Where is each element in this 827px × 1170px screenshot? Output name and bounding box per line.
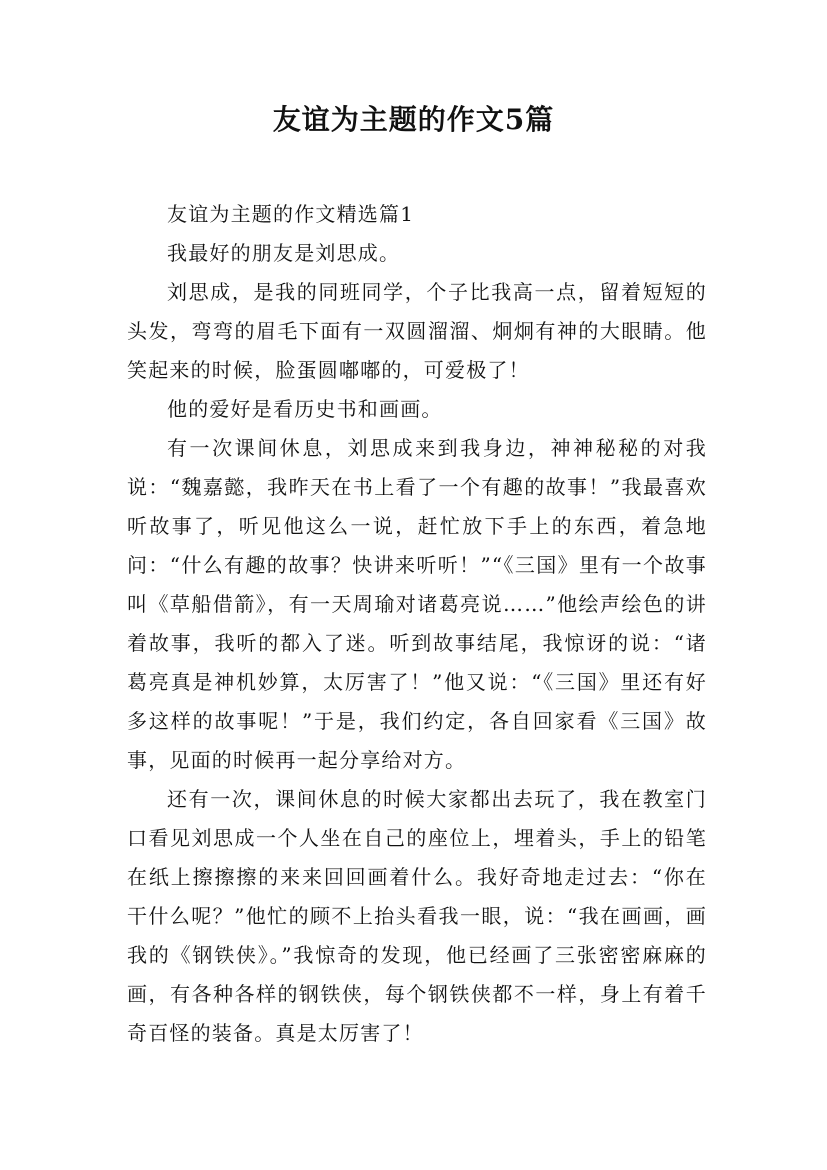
paragraph: 有一次课间休息，刘思成来到我身边，神神秘秘的对我说：“魏嘉懿，我昨天在书上看了一个有趣的故事！”我最喜欢听故事了，听见他这么一说，赶忙放下手上的东西，着急地问：“什么有趣的故事？快讲来听听！”“《三国》里有一个故事叫《草船借箭》，有一天周瑜对诸葛亮说……”他绘声绘色的讲着故事，我听的都入了迷。听到故事结尾，我惊讶的说：“诸葛亮真是神机妙算，太厉害了！”他又说：“《三国》里还有好多这样的故事呢！”于是，我们约定，各自回家看《三国》故事，见面的时候再一起分享给对方。 [127, 436, 707, 772]
paragraph: 刘思成，是我的同班同学，个子比我高一点，留着短短的头发，弯弯的眉毛下面有一双圆溜溜、炯炯有神的大眼睛。他笑起来的时候，脸蛋圆嘟嘟的，可爱极了！ [127, 280, 707, 382]
section-heading: 友谊为主题的作文精选篇1 [167, 202, 415, 226]
paragraph: 他的爱好是看历史书和画画。 [167, 397, 443, 421]
paragraph: 还有一次，课间休息的时候大家都出去玩了，我在教室门口看见刘思成一个人坐在自己的座位上，埋着头，手上的铅笔在纸上擦擦擦的来来回回画着什么。我好奇地走过去：“你在干什么呢？”他忙的顾不上抬头看我一眼，说：“我在画画，画我的《钢铁侠》。”我惊奇的发现，他已经画了三张密密麻麻的画，有各种各样的钢铁侠，每个钢铁侠都不一样，身上有着千奇百怪的装备。真是太厉害了！ [127, 787, 707, 1045]
document-body [127, 195, 707, 1053]
paragraph: 我最好的朋友是刘思成。 [167, 241, 401, 265]
document-title: 友谊为主题的作文5篇 [272, 103, 555, 136]
